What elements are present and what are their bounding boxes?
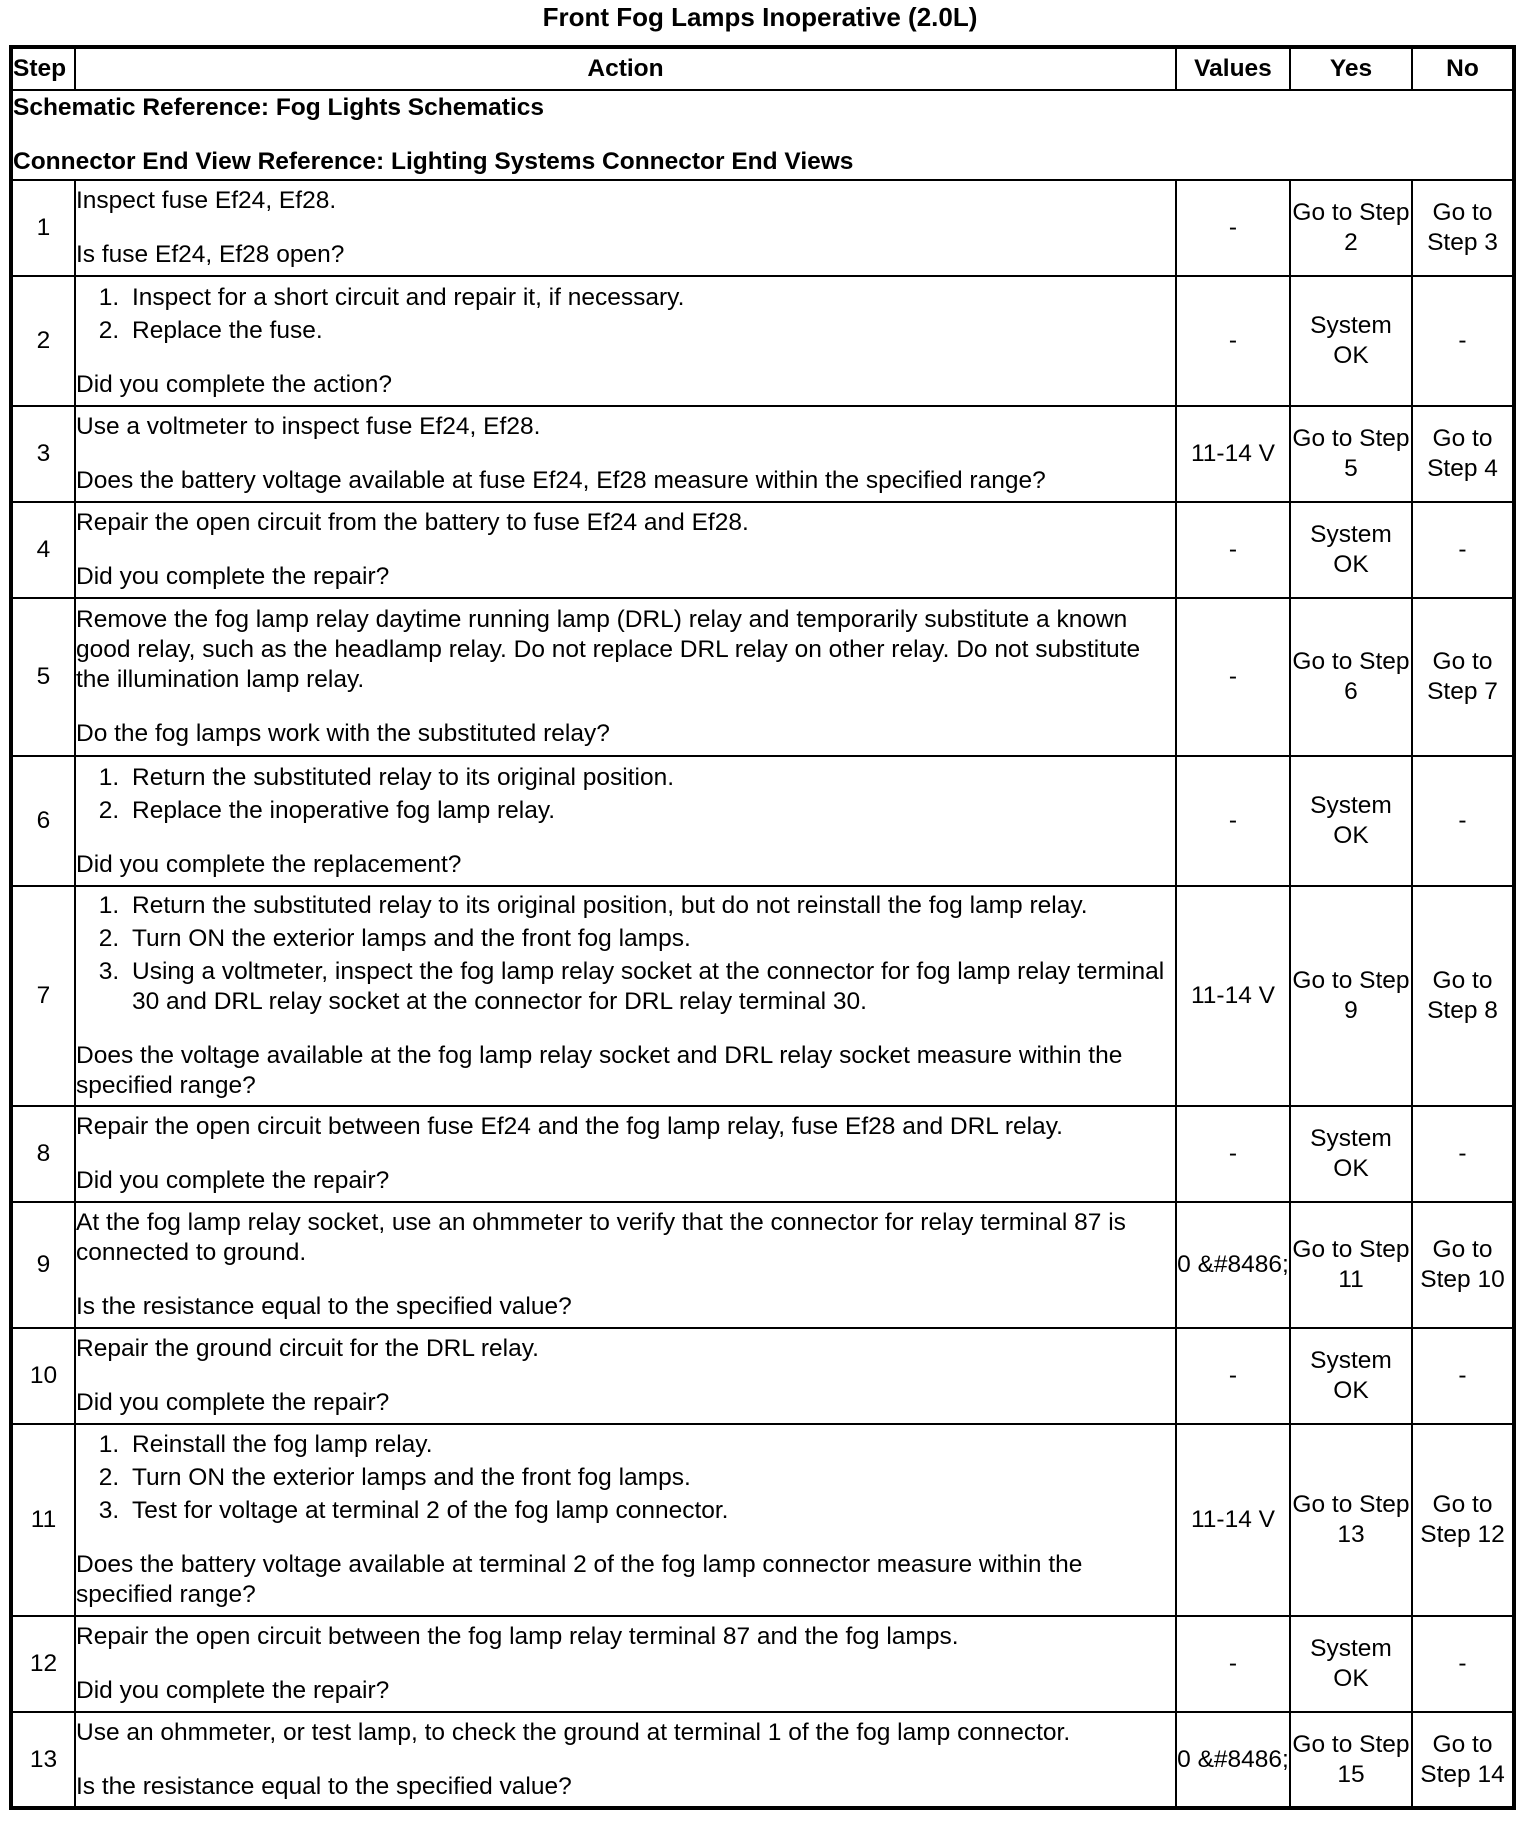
- action-cell: [75, 886, 1176, 1106]
- action-text: Inspect fuse Ef24, Ef28.: [76, 187, 337, 214]
- action-list-item: 1. Reinstall the fog lamp relay.: [126, 1430, 1175, 1460]
- action-cell: [75, 1712, 1176, 1808]
- action-text: At the fog lamp relay socket, use an ohmmeter to verify that the connector for relay terminal 87 is connected to ground.: [76, 1209, 1126, 1266]
- reference-row: [11, 90, 1514, 180]
- step-number: 3: [11, 406, 75, 502]
- header-values: Values: [1176, 47, 1290, 90]
- action-text: Repair the ground circuit for the DRL relay.: [76, 1335, 539, 1362]
- action-list-item: 3. Using a voltmeter, inspect the fog lamp relay socket at the connector for fog lamp relay terminal 30 and DRL relay socket at the connector for DRL relay terminal 30.: [126, 957, 1175, 1017]
- yes-cell: System OK: [1290, 1328, 1412, 1424]
- action-cell: [75, 1106, 1176, 1202]
- action-text: Repair the open circuit between the fog lamp relay terminal 87 and the fog lamps.: [76, 1623, 959, 1650]
- action-text: Use an ohmmeter, or test lamp, to check the ground at terminal 1 of the fog lamp connector.: [76, 1718, 1071, 1746]
- step-number: 10: [11, 1328, 75, 1424]
- action-question: Is the resistance equal to the specified value?: [76, 1293, 572, 1320]
- step-number: 1: [11, 180, 75, 276]
- action-list-item: 2. Turn ON the exterior lamps and the front fog lamps.: [126, 1463, 1175, 1493]
- header-no: No: [1412, 47, 1514, 90]
- value-cell: -: [1176, 180, 1290, 276]
- action-list: [76, 891, 1175, 1017]
- value-cell: 11-14 V: [1176, 406, 1290, 502]
- page-title: Front Fog Lamps Inoperative (2.0L): [542, 2, 978, 32]
- action-list: [76, 1430, 1175, 1526]
- action-cell: [75, 406, 1176, 502]
- step-number: 7: [11, 886, 75, 1106]
- no-cell: Go to Step 8: [1412, 886, 1514, 1106]
- header-yes: Yes: [1290, 47, 1412, 90]
- yes-cell: Go to Step 15: [1290, 1712, 1412, 1808]
- no-cell: Go to Step 14: [1412, 1712, 1514, 1808]
- table-row: [11, 1424, 1514, 1616]
- action-list-item: 2. Replace the fuse.: [126, 316, 1175, 346]
- table-row: [11, 180, 1514, 276]
- action-list-item: 1. Return the substituted relay to its original position, but do not reinstall the fog lamp relay.: [126, 891, 1175, 921]
- action-question: Do the fog lamps work with the substituted relay?: [76, 720, 610, 747]
- value-cell: -: [1176, 276, 1290, 406]
- schematic-reference[interactable]: Schematic Reference: Fog Lights Schematics: [13, 94, 544, 121]
- step-number: 13: [11, 1712, 75, 1808]
- step-number: 9: [11, 1202, 75, 1328]
- action-list: [76, 283, 1175, 346]
- action-question: Does the battery voltage available at fuse Ef24, Ef28 measure within the specified range?: [76, 467, 1046, 494]
- action-question: Is fuse Ef24, Ef28 open?: [76, 241, 345, 268]
- value-cell: 11-14 V: [1176, 1424, 1290, 1616]
- header-step: Step: [11, 47, 75, 90]
- action-text: Remove the fog lamp relay daytime running lamp (DRL) relay and temporarily substitute a known good relay, such as the headlamp relay. Do not replace DRL relay on other relay. Do not substitute the illumination lamp relay.: [76, 606, 1141, 693]
- no-cell: -: [1412, 502, 1514, 598]
- table-row: [11, 1202, 1514, 1328]
- step-number: 12: [11, 1616, 75, 1712]
- action-question: Did you complete the repair?: [76, 563, 390, 590]
- yes-cell: System OK: [1290, 1616, 1412, 1712]
- yes-cell: Go to Step 11: [1290, 1202, 1412, 1328]
- action-list: [76, 763, 1175, 826]
- step-number: 2: [11, 276, 75, 406]
- action-cell: [75, 756, 1176, 886]
- yes-cell: Go to Step 5: [1290, 406, 1412, 502]
- value-cell: 11-14 V: [1176, 886, 1290, 1106]
- yes-cell: Go to Step 13: [1290, 1424, 1412, 1616]
- yes-cell: System OK: [1290, 1106, 1412, 1202]
- no-cell: -: [1412, 756, 1514, 886]
- action-question: Did you complete the repair?: [76, 1389, 390, 1416]
- no-cell: -: [1412, 276, 1514, 406]
- yes-cell: Go to Step 9: [1290, 886, 1412, 1106]
- yes-cell: Go to Step 6: [1290, 598, 1412, 756]
- table-row: [11, 502, 1514, 598]
- table-row: [11, 886, 1514, 1106]
- step-number: 11: [11, 1424, 75, 1616]
- diagnostic-table: [9, 45, 1516, 1810]
- action-list-item: 1. Inspect for a short circuit and repair it, if necessary.: [126, 283, 1175, 313]
- action-question: Is the resistance equal to the specified value?: [76, 1772, 572, 1800]
- action-cell: [75, 598, 1176, 756]
- value-cell: 0 &#8486;: [1176, 1712, 1290, 1808]
- action-list-item: 2. Replace the inoperative fog lamp relay.: [126, 796, 1175, 826]
- table-row: [11, 276, 1514, 406]
- action-cell: [75, 1328, 1176, 1424]
- step-number: 8: [11, 1106, 75, 1202]
- yes-cell: System OK: [1290, 502, 1412, 598]
- action-list-item: 3. Test for voltage at terminal 2 of the fog lamp connector.: [126, 1496, 1175, 1526]
- action-list-item: 2. Turn ON the exterior lamps and the front fog lamps.: [126, 924, 1175, 954]
- no-cell: Go to Step 12: [1412, 1424, 1514, 1616]
- value-cell: -: [1176, 598, 1290, 756]
- no-cell: Go to Step 4: [1412, 406, 1514, 502]
- action-text: Repair the open circuit from the battery to fuse Ef24 and Ef28.: [76, 509, 749, 536]
- value-cell: -: [1176, 1328, 1290, 1424]
- action-text: Use a voltmeter to inspect fuse Ef24, Ef28.: [76, 413, 541, 440]
- no-cell: -: [1412, 1106, 1514, 1202]
- value-cell: -: [1176, 502, 1290, 598]
- reference-cell: [11, 90, 1514, 180]
- no-cell: -: [1412, 1328, 1514, 1424]
- value-cell: -: [1176, 1616, 1290, 1712]
- table-row: [11, 756, 1514, 886]
- header-row: [11, 47, 1514, 90]
- step-number: 5: [11, 598, 75, 756]
- action-question: Did you complete the repair?: [76, 1167, 390, 1194]
- no-cell: Go to Step 7: [1412, 598, 1514, 756]
- step-number: 6: [11, 756, 75, 886]
- action-cell: [75, 1424, 1176, 1616]
- action-cell: [75, 1202, 1176, 1328]
- table-row: [11, 406, 1514, 502]
- action-cell: [75, 502, 1176, 598]
- step-number: 4: [11, 502, 75, 598]
- no-cell: Go to Step 3: [1412, 180, 1514, 276]
- yes-cell: System OK: [1290, 276, 1412, 406]
- yes-cell: Go to Step 2: [1290, 180, 1412, 276]
- no-cell: -: [1412, 1616, 1514, 1712]
- header-action: Action: [75, 47, 1176, 90]
- table-row: [11, 1328, 1514, 1424]
- action-question: Did you complete the replacement?: [76, 850, 462, 878]
- table-row: [11, 598, 1514, 756]
- table-row: [11, 1712, 1514, 1808]
- table-row: [11, 1106, 1514, 1202]
- action-list-item: 1. Return the substituted relay to its original position.: [126, 763, 1175, 793]
- action-question: Did you complete the action?: [76, 370, 392, 398]
- action-question: Does the voltage available at the fog lamp relay socket and DRL relay socket measure within the specified range?: [76, 1042, 1123, 1099]
- action-question: Did you complete the repair?: [76, 1677, 390, 1704]
- action-cell: [75, 180, 1176, 276]
- no-cell: Go to Step 10: [1412, 1202, 1514, 1328]
- table-row: [11, 1616, 1514, 1712]
- value-cell: -: [1176, 1106, 1290, 1202]
- yes-cell: System OK: [1290, 756, 1412, 886]
- action-cell: [75, 276, 1176, 406]
- action-cell: [75, 1616, 1176, 1712]
- action-text: Repair the open circuit between fuse Ef24 and the fog lamp relay, fuse Ef28 and DRL relay.: [76, 1113, 1063, 1140]
- connector-reference[interactable]: Connector End View Reference: Lighting Systems Connector End Views: [13, 148, 854, 175]
- value-cell: 0 &#8486;: [1176, 1202, 1290, 1328]
- value-cell: -: [1176, 756, 1290, 886]
- action-question: Does the battery voltage available at terminal 2 of the fog lamp connector measure within the specified range?: [76, 1551, 1083, 1608]
